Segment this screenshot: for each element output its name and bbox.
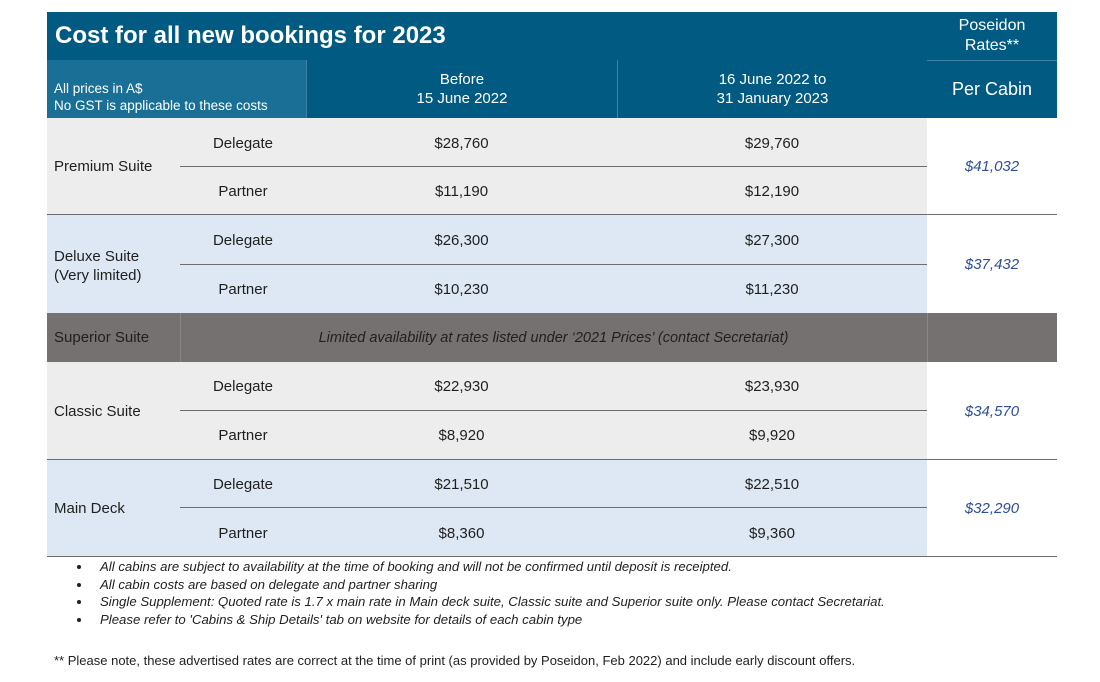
cabin-rate: $41,032 [964, 158, 1020, 175]
delegate-after-price: $27,300 [744, 231, 800, 249]
note-item: • Single Supplement: Quoted rate is 1.7 x main rate in Main deck suite, Classic suite and Superior suite only. Please contact Secretariat. [92, 593, 1080, 611]
delegate-label: Delegate [212, 134, 274, 152]
booking-notes [40, 558, 1080, 628]
after-date-label: 16 June 2022 to 31 January 2023 [716, 71, 829, 107]
delegate-label: Delegate [212, 231, 274, 249]
row-divider [180, 264, 927, 265]
cabin-rate: $37,432 [964, 255, 1020, 273]
table-title: Cost for all new bookings for 2023 [55, 22, 446, 49]
partner-label: Partner [218, 182, 268, 200]
row-divider [180, 166, 927, 167]
partner-after-price: $12,190 [744, 182, 800, 200]
cabin-name: Main Deck [54, 499, 125, 517]
delegate-before-price: $22,930 [434, 377, 489, 395]
delegate-before-price: $21,510 [434, 475, 489, 493]
partner-after-price: $9,920 [749, 426, 795, 444]
poseidon-rates-label: Poseidon Rates** [958, 17, 1026, 54]
cell-divider [927, 313, 928, 362]
cabin-name: Deluxe Suite (Very limited) [54, 248, 142, 284]
partner-label: Partner [218, 426, 268, 444]
delegate-label: Delegate [212, 475, 274, 493]
cabin-name: Superior Suite [54, 329, 150, 346]
per-cabin-label: Per Cabin [951, 79, 1033, 99]
partner-after-price: $11,230 [745, 280, 799, 298]
per-cabin-header [927, 60, 1057, 118]
after-date-header [617, 60, 927, 118]
prices-note: All prices in A$ No GST is applicable to these costs [54, 80, 268, 113]
partner-label: Partner [218, 524, 268, 542]
delegate-after-price: $22,510 [744, 475, 800, 493]
note-item: • All cabin costs are based on delegate and partner sharing [92, 576, 1080, 594]
table-title-cell [47, 12, 927, 60]
cabin-rate: $34,570 [964, 402, 1020, 420]
cabin-rate: $32,290 [964, 499, 1020, 517]
before-date-label: Before 15 June 2022 [416, 71, 508, 107]
footnote: ** Please note, these advertised rates are correct at the time of print (as provided by Poseidon, Feb 2022) and include early discount offers. [54, 653, 856, 668]
delegate-before-price: $28,760 [434, 134, 489, 152]
partner-label: Partner [218, 280, 268, 298]
row-divider [180, 410, 927, 411]
table-bottom-border [47, 556, 1057, 557]
delegate-after-price: $23,930 [744, 377, 800, 395]
before-date-header [306, 60, 617, 118]
superior-suite-note: Limited availability at rates listed under ‘2021 Prices’ (contact Secretariat) [318, 329, 789, 346]
delegate-label: Delegate [212, 377, 274, 395]
partner-before-price: $8,360 [438, 524, 485, 542]
delegate-after-price: $29,760 [744, 134, 800, 152]
note-item: • All cabins are subject to availability at the time of booking and will not be confirmed until deposit is receipted. [92, 558, 1080, 576]
cabin-name: Classic Suite [54, 402, 141, 420]
partner-before-price: $8,920 [438, 426, 485, 444]
partner-after-price: $9,360 [749, 524, 795, 542]
delegate-before-price: $26,300 [434, 231, 489, 249]
partner-before-price: $11,190 [434, 182, 489, 200]
poseidon-rates-header [927, 12, 1057, 60]
row-divider [180, 507, 927, 508]
note-item: • Please refer to 'Cabins & Ship Details' tab on website for details of each cabin type [92, 611, 1080, 629]
partner-before-price: $10,230 [434, 280, 489, 298]
cabin-name: Premium Suite [54, 158, 153, 175]
prices-note-header [47, 60, 306, 118]
